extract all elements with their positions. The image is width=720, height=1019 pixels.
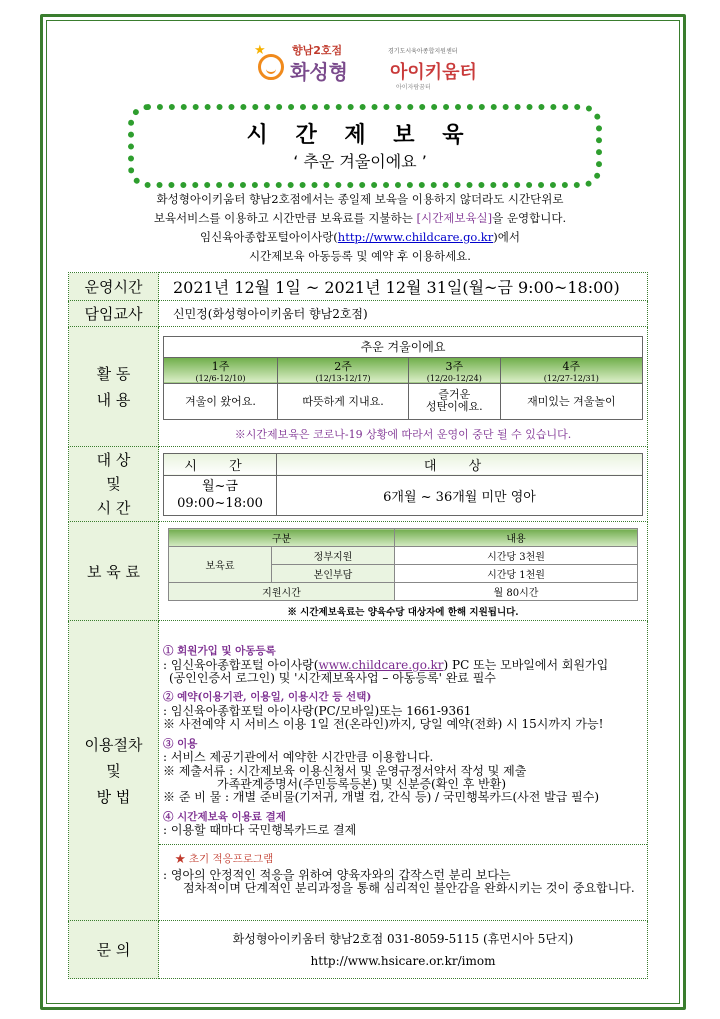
week-1-content: 겨울이 왔어요. bbox=[164, 383, 278, 419]
step-4-title: ④ 시간제보육 이용료 결제 bbox=[163, 810, 286, 823]
teacher-label: 담임교사 bbox=[69, 301, 159, 327]
smile-logo-icon bbox=[258, 54, 284, 80]
fee-row2-type: 본인부담 bbox=[272, 565, 395, 583]
fee-row1-type: 정부지원 bbox=[272, 547, 395, 565]
contact-label: 문 의 bbox=[69, 921, 159, 979]
step-3-line-3: 가족관계증명서(주민등록등본) 및 신분증(확인 후 반환) bbox=[217, 776, 507, 791]
adapt-section bbox=[159, 844, 647, 896]
step-1-title: ① 회원가입 및 아동등록 bbox=[163, 645, 276, 658]
week-3-dates: (12/20-12/24) bbox=[426, 373, 482, 383]
target-label-3: 시 간 bbox=[96, 499, 131, 517]
step-3-line-2: ※ 제출서류 : 시간제보육 이용신청서 및 운영규정서약서 작성 및 제출 bbox=[163, 763, 527, 778]
page-subtitle: ‘ 추운 겨울이에요 ’ bbox=[293, 152, 427, 171]
logo-name-part1: 화성형 bbox=[290, 60, 348, 84]
adapt-line-2: 점차적이며 단계적인 분리과정을 통해 심리적인 불안감을 완화시키는 것이 중요합니다. bbox=[183, 881, 635, 896]
hours-value: 2021년 12월 1일 ~ 2021년 12월 31일(월~금 9:00~18:00) bbox=[159, 273, 648, 301]
week-2-label: 2주 bbox=[334, 359, 352, 373]
logo-name-part2: 아이키움터 bbox=[390, 62, 477, 83]
target-label-2: 및 bbox=[106, 475, 121, 493]
intro-line-4: 시간제보육 아동등록 및 예약 후 이용하세요. bbox=[249, 249, 471, 263]
step-2-line-2: ※ 사전예약 시 서비스 이용 1일 전(온라인)까지, 당일 예약(전화) 시 15시까지 가능! bbox=[163, 717, 604, 732]
contact-url[interactable]: http://www.hsicare.or.kr/imom bbox=[310, 953, 496, 968]
intro-line-2-a: 보육서비스를 이용하고 시간만큼 보육료를 지불하는 bbox=[153, 211, 417, 225]
week-4-dates: (12/27-12/31) bbox=[543, 373, 599, 383]
target-label bbox=[69, 447, 159, 522]
fee-col1-header: 구분 bbox=[169, 529, 395, 547]
process-label bbox=[69, 621, 159, 921]
fee-note: ※ 시간제보육료는 양육수당 대상자에 한해 지원됩니다. bbox=[287, 607, 519, 618]
process-label-3: 방 법 bbox=[96, 787, 131, 806]
contact-line-1: 화성형아이키움터 향남2호점 031-8059-5115 (휴먼시아 5단지) bbox=[232, 931, 574, 946]
logo-org: 경기도시육아종합지원센터 bbox=[388, 48, 458, 55]
week-1-header bbox=[164, 357, 278, 383]
fee-group: 보육료 bbox=[169, 547, 272, 583]
activity-label-1: 활 동 bbox=[96, 364, 131, 383]
intro-line-2-c: 을 운영합니다. bbox=[492, 211, 567, 225]
activity-table bbox=[163, 336, 643, 420]
contact-cell bbox=[159, 921, 648, 979]
intro-line-3-a: 임신육아종합포털아이사랑( bbox=[200, 230, 338, 244]
intro-line-3-c: )에서 bbox=[493, 230, 520, 244]
fee-row1-value: 시간당 3천원 bbox=[395, 547, 638, 565]
step-1-line-1-c: ) PC 또는 모바일에서 회원가입 bbox=[443, 657, 609, 672]
page-title: 시 간 제 보 육 bbox=[246, 122, 474, 148]
activity-cell bbox=[159, 327, 648, 447]
logo-tagline: 아이자람꿈터 bbox=[396, 84, 431, 91]
target-cell bbox=[159, 447, 648, 522]
activity-theme: 추운 겨울이에요 bbox=[164, 336, 643, 357]
target-header: 대 상 bbox=[277, 453, 643, 475]
step-1-line-1-a: : 임신육아종합포털 아이사랑( bbox=[163, 657, 319, 672]
week-2-dates: (12/13-12/17) bbox=[315, 373, 371, 383]
fee-label: 보 육 료 bbox=[69, 522, 159, 621]
process-label-1: 이용절차 bbox=[84, 735, 143, 754]
intro-text bbox=[60, 190, 660, 266]
step-3-title: ③ 이용 bbox=[163, 737, 198, 750]
covid-notice: ※시간제보육은 코로나-19 상황에 따라서 운영이 중단 될 수 있습니다. bbox=[234, 427, 572, 441]
week-3-header bbox=[409, 357, 501, 383]
step-2-line-1: : 임신육아종합포털 아이사랑(PC/모바일)또는 1661-9361 bbox=[163, 703, 472, 718]
adapt-title: ★ 초기 적응프로그램 bbox=[175, 852, 274, 865]
step-3-line-1: : 서비스 제공기관에서 예약한 시간만큼 이용합니다. bbox=[163, 750, 434, 765]
process-label-2: 및 bbox=[106, 761, 121, 780]
week-4-label: 4주 bbox=[562, 359, 581, 373]
childcare-link-2[interactable]: www.childcare.go.kr bbox=[318, 657, 444, 672]
intro-highlight: [시간제보육실] bbox=[416, 211, 493, 225]
adapt-line-1: : 영아의 안정적인 적응을 위하여 양육자와의 갑작스런 분리 보다는 bbox=[163, 867, 511, 882]
week-1-label: 1주 bbox=[211, 359, 230, 373]
fee-row3-value: 월 80시간 bbox=[395, 583, 638, 601]
step-3-line-4: ※ 준 비 물 : 개별 준비물(기저귀, 개별 컵, 간식 등) / 국민행복카드(사전 발급 필수) bbox=[163, 790, 600, 805]
target-table bbox=[163, 453, 643, 516]
logo-branch: 향남2호점 bbox=[292, 44, 343, 57]
week-1-dates: (12/6-12/10) bbox=[195, 373, 246, 383]
target-label-1: 대 상 bbox=[96, 451, 131, 469]
logo bbox=[254, 42, 478, 102]
fee-col2-header: 내용 bbox=[395, 529, 638, 547]
teacher-value: 신민정(화성형아이키움터 향남2호점) bbox=[159, 301, 648, 327]
week-3-label: 3주 bbox=[445, 359, 464, 373]
intro-line-1: 화성형아이키움터 향남2호점에서는 종일제 보육을 이용하지 않더라도 시간단위로 bbox=[156, 192, 564, 206]
target-value: 6개월 ~ 36개월 미만 영아 bbox=[277, 475, 643, 515]
step-1-line-2: (공인인증서 로그인) 및 '시간제보육사업 – 아동등록' 완료 필수 bbox=[169, 671, 496, 686]
week-3-content: 즐거운 성탄이에요. bbox=[409, 383, 501, 419]
info-table bbox=[68, 272, 648, 979]
fee-cell bbox=[159, 522, 648, 621]
activity-label bbox=[69, 327, 159, 447]
step-2-title: ② 예약(이용기관, 이용일, 이용시간 등 선택) bbox=[163, 691, 372, 704]
intro-line-2 bbox=[60, 209, 660, 228]
time-header: 시 간 bbox=[164, 453, 277, 475]
week-4-header bbox=[500, 357, 642, 383]
hours-label: 운영시간 bbox=[69, 273, 159, 301]
star-icon: ★ bbox=[254, 43, 266, 58]
fee-table bbox=[168, 528, 638, 601]
activity-label-2: 내 용 bbox=[96, 390, 131, 409]
time-value: 월~금 09:00~18:00 bbox=[164, 475, 277, 515]
process-cell bbox=[159, 621, 648, 921]
fee-row2-value: 시간당 1천원 bbox=[395, 565, 638, 583]
intro-line-3 bbox=[60, 228, 660, 247]
week-4-content: 재미있는 겨울놀이 bbox=[500, 383, 642, 419]
week-2-header bbox=[278, 357, 409, 383]
childcare-link[interactable]: http://www.childcare.go.kr bbox=[337, 230, 494, 244]
step-4-line-1: : 이용할 때마다 국민행복카드로 결제 bbox=[163, 823, 357, 838]
week-2-content: 따뜻하게 지내요. bbox=[278, 383, 409, 419]
fee-row3-type: 지원시간 bbox=[169, 583, 395, 601]
